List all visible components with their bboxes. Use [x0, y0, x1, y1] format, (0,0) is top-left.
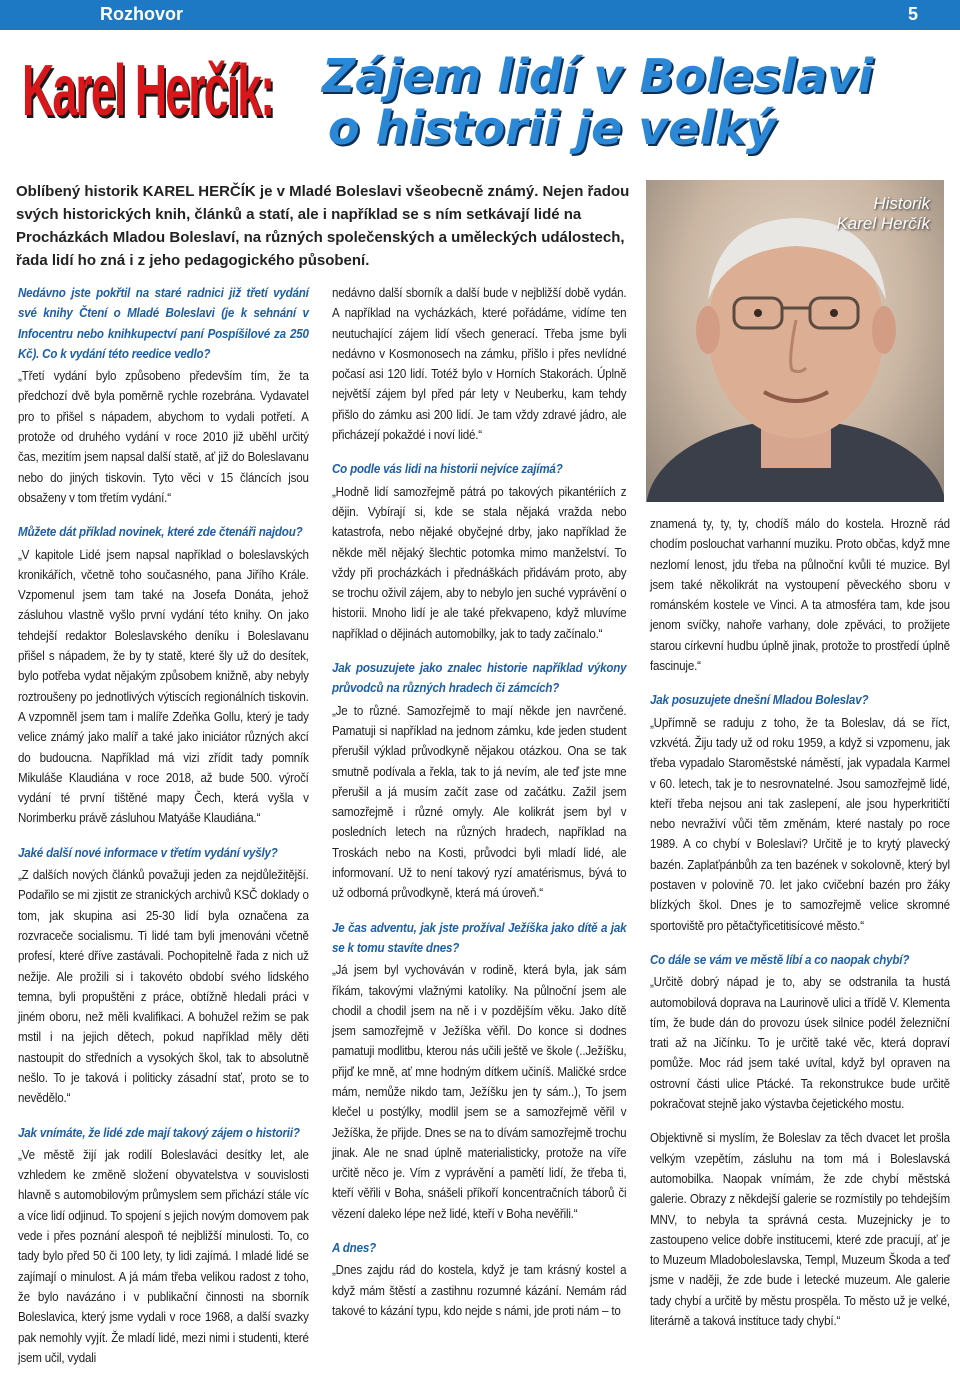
section-header-bar	[0, 0, 960, 30]
question: Co dále se vám ve městě líbí a co naopak chybí?	[650, 952, 910, 967]
answer: „Upřímně se raduju z toho, že ta Boleslav, dá se říct, vzkvétá. Žiju tady už od roku 1959, a když si vzpomenu, jak třeba vypadalo Staroměstské náměstí, jak vypadala Karmel v 60. letech, tak je to nesrovnatelné. Jsou samozřejmě lidé, kteří třeba nejsou ani tak zaslepení, ale jsou hyperkritičtí nebo nevraživí vůči těm změnám, které nastaly po roce 1989. A co chybí v Boleslavi? Určitě je to krytý plavecký bazén. Zaplaťpánbůh za ten bazének v sokolovně, který byl postaven v polovině 70. let jako cvičební bazén pro žáky blízkých škol. Dnes je to samozřejmě velice skromné sportoviště pro pětačtyřicetitisícové město.“	[650, 715, 950, 933]
lead-paragraph: Oblíbený historik KAREL HERČÍK je v Mladé Boleslavi všeobecně známý. Nejen řadou svých historických knih, článků a statí, ale i například se s ním setkávají lidé na Procházkách Mladou Boleslaví, na různých společenských a uměleckých událostech, řada lidí ho zná i z jeho pedagogického působení.	[16, 183, 630, 269]
page-number: 5	[908, 4, 919, 24]
question: A dnes?	[332, 1241, 377, 1256]
question: Je čas adventu, jak jste prožíval Ježíška jako dítě a jak se k tomu stavíte dnes?	[332, 920, 627, 955]
question: Co podle vás lidi na historii nejvíce zajímá?	[332, 462, 563, 477]
answer: „Já jsem byl vychováván v rodině, která byla, jak sám říkám, takovými vlažnými katolíky. Na půlnoční jsem ale chodil a chodil jsem na ně i v pozdějším věku. Jako dítě jsem samozřejmě v Ježíška věřil. Do konce si dodnes pamatuji modlitbu, kterou nás učili ještě ve škole (..Ježíšku, přijď ke mně, ať mne hodným dítkem učiníš. Maličké srdce mám, nemůže nikdo tam, Ježíšku jen ty sám..), To jsem klečel u postýlky, modlil jsem se a samozřejmě věřil v Ježíška, že přijde. Dnes se na to dívám samozřejmě trochu jinak. Ale ne snad úplně materialisticky, protože na víře určitě něco je. Vím z vyprávění a pamětí lidí, že třeba ti, kteří věřili v Boha, snášeli příkoří koncentračních táborů či vězení daleko lépe než lidé, kteří v Boha nevěřili.“	[332, 963, 627, 1221]
photo-caption	[836, 194, 930, 234]
portrait-photo	[646, 180, 944, 502]
answer: Objektivně si myslím, že Boleslav za těch dvacet let prošla velkým vzepětím, zásluhu na tom má i Boleslavská automobilka. Naopak vnímám, že zde chybí městská galerie. Obrazy z někdejší galerie se rozmístily po tehdejším MNV, to nebyla ta správná cesta. Muzejnicky je to zastoupeno velice dobře institucemi, které zde pracují, ať je to Muzeum Mladoboleslavska, Templ, Muzeum Škoda a teď jsme v naději, že zde bude i letecké muzeum. Ale galerie tady chybí a určitě by městu prospěla. To město už je velké, literárně a taková instituce tady chybí.“	[650, 1131, 950, 1328]
answer: „Je to různé. Samozřejmě to mají někde jen navrčené. Pamatuji si například na jednom zámku, kde jeden student přerušil výklad průvodkyně nějakou otázkou. Ona se tak smutně podívala a řekla, tak to já nevím, ale teď jste mne přerušil a já musím začít zase od začátku. Zažil jsem samozřejmě i různé omyly. Ale kolikrát jsem byl v posledních letech na různých hradech, například na Troskách nebo na Kosti, průvodci byli mladí lidé, ale informovaní. Už to není takový ryzí amatérismus, bývá to už odborná průvodkyně, která má úroveň.“	[332, 703, 627, 901]
headline-title	[322, 50, 952, 154]
question: Můžete dát příklad novinek, které zde čtenáři najdou?	[18, 525, 303, 540]
answer: „Hodně lidí samozřejmě pátrá po takových pikantériích z dějin. Vybírají si, kde se stala nějaká vražda nebo katastrofa, nebo nějaké obyčejné drby, jako například že někde měl nějaký šlechtic potomka mimo manželství. To vždy při procházkách i přednáškách přidávám proto, aby se trochu oživil zájem, aby to nebylo jen suché vyprávění o historii. Mnoho lidí je ale také překvapeno, když mluvíme například o dějinách automobilky, jak to tady začínalo.“	[332, 484, 627, 641]
column-1	[18, 283, 309, 1382]
question: Jak posuzujete dnešní Mladou Boleslav?	[650, 693, 869, 708]
question: Jak vnímáte, že lidé zde mají takový zájem o historii?	[18, 1125, 300, 1140]
headline-name: Karel Herčík:	[22, 51, 274, 131]
column-2	[332, 283, 626, 1335]
answer: nedávno další sborník a další bude v nejbližší době vydán. A například na vycházkách, které pořádáme, vidíme ten neutuchající zájem lidí všech generací. Třeba jsme byli nedávno v Kosmonosech na zámku, přišlo i přes nevlídné počasí asi 120 lidí. Totéž bylo v Horních Stakorách. Úplně největší zájem byl před pár lety v Neuberku, kam tehdy přišlo do zámku asi 200 lidí. Je tam vždy zdravé jádro, ale přicházejí pokaždé i noví lidé.“	[332, 286, 627, 443]
answer: „Z dalších nových článků považuji jeden za nejdůležitější. Podařilo se mi zjistit ze stranických archivů KSČ doklady o tom, jak skupina asi 25-30 lidí byla označena za rozvraceče socialismu. Ti lidé tam byli jmenováni včetně profesí, které dříve zastávali. Pochopitelně řada z nich už nežije. Ale prožili si i takovéto období svého lidského temna, byli propuštěni z práce, obtížně hledali práci v jiném oboru, než měli kvalifikaci. A bohužel režim se pak mstil i na jejich dětech, pokud například měly děti nastoupit do středních a vysokých škol, tak to absolutně nešlo. To je taková i politicky zásadní stať, proto se to nevědělo.“	[18, 868, 309, 1106]
answer: „Třetí vydání bylo způsobeno především tím, že ta předchozí dvě byla poměrně rychle rozebrána. Vydavatel pro to přišel s nápadem, abychom to vydali potřetí. A protože od druhého vydání v roce 2010 již uběhl určitý čas, mezitím jsem napsal další statě, ať již do Boleslavanu nebo do jiných tiskovin. Tyto věci v 15 článcích jsou obsaženy v tom třetím vydání.“	[18, 369, 309, 505]
answer: „Dnes zajdu rád do kostela, když je tam krásný kostel a když mám štěstí a zastihnu rozumné kázání. Nemám rád takové to kázání typu, kdo nejde s námi, jde proti nám – to	[332, 1263, 627, 1318]
column-3	[650, 514, 950, 1345]
headline-title-line1: Zájem lidí v Boleslavi	[322, 49, 874, 103]
question: Nedávno jste pokřtil na staré radnici již třetí vydání své knihy Čtení o Mladé Boleslavi (je k sehnání v Infocentru nebo knihkupectví paní Pospíšilové za 250 Kč). Co k vydání této reedice vedlo?	[18, 286, 309, 361]
caption-line1: Historik	[873, 194, 930, 213]
question: Jaké další nové informace v třetím vydání vyšly?	[18, 845, 278, 860]
section-title: Rozhovor	[100, 4, 183, 24]
caption-line2: Karel Herčík	[836, 214, 930, 233]
answer: „Ve městě žijí jak rodilí Boleslaváci desítky let, ale vzhledem ke změně složení obyvatelstva v souvislosti hlavně s automobilovým průmyslem sem přichází stále víc a více lidí odjinud. To spojení s jejich novým domovem pak vede i přes poznání alespoň té nejbližší minulosti. To, co tady bylo před 50 či 100 lety, ty lidi zajímá. I mladé lidé se zajímají o minulost. A já mám třeba velikou radost z toho, že bylo navázáno i v publikační činnosti na sborník Boleslavica, který jsme vydali v roce 1968, a další svazky pak nemohly vyjít. Že mladí lidé, mezi nimi i studenti, které jsem učil, vydali	[18, 1147, 309, 1365]
headline	[0, 38, 960, 168]
headline-title-line2: o historii je velký	[328, 101, 776, 155]
answer: „Určitě dobrý nápad je to, aby se odstranila ta hustá automobilová doprava na Laurinově ulici a třídě V. Klementa tím, že bude dán do provozu úsek silnice podél železniční trati až na Jičínku. To je určitě také věc, která dopraví pomůže. Moc rád jsem také uvítal, když byl opraven na ostrovní části ulice Ptácké. Ta rekonstrukce bude určitě pokračovat stejně jako výstavba čejetického mostu.	[650, 975, 950, 1112]
question: Jak posuzujete jako znalec historie například výkony průvodců na různých hradech či zámcích?	[332, 661, 627, 696]
answer: „V kapitole Lidé jsem napsal například o boleslavských kronikářích, včetně toho současného, pana Jiřího Krále. Vzpomenul jsem tam také na Josefa Donáta, jehož zásluhou vlastně vyšlo první vydání této knihy. On jako tehdejší redaktor Boleslavského deníku i Boleslavanu přišel s nápadem, že by ty statě, které šly už do desítek, bylo potřeba vydat nějakým způsobem knižně, aby nebyly roztroušeny po jednotlivých výtiscích regionálních tiskovin. A vzpomněl jsem tam i malíře Zdeňka Gollu, který je tady velice známý jako malíř a také jako iniciátor různých akcí do budoucna. Například má vizi zřídit tady pomník Mikuláše Klaudiána v roce 2018, až bude 500. výročí vydání té první tištěné mapy Čech, která vyšla v Norimberku právě zásluhou Matyáše Klaudiána.“	[18, 547, 309, 826]
answer: znamená ty, ty, ty, chodíš málo do kostela. Hrozně rád chodím poslouchat varhanní muziku. Proto občas, když mne nezlomí lenost, jdu třeba na půlnoční kvůli té muzice. Byl jsem také několikrát na vystoupení pěveckého sboru v románském kostele ve Vinci. A ta atmosféra tam, kde jsou jenom svíčky, nahoře varhany, dole zpěváci, to prožijete starou církevní hudbu úplně jinak, protože to prostředí úplně fascinuje.“	[650, 517, 950, 674]
